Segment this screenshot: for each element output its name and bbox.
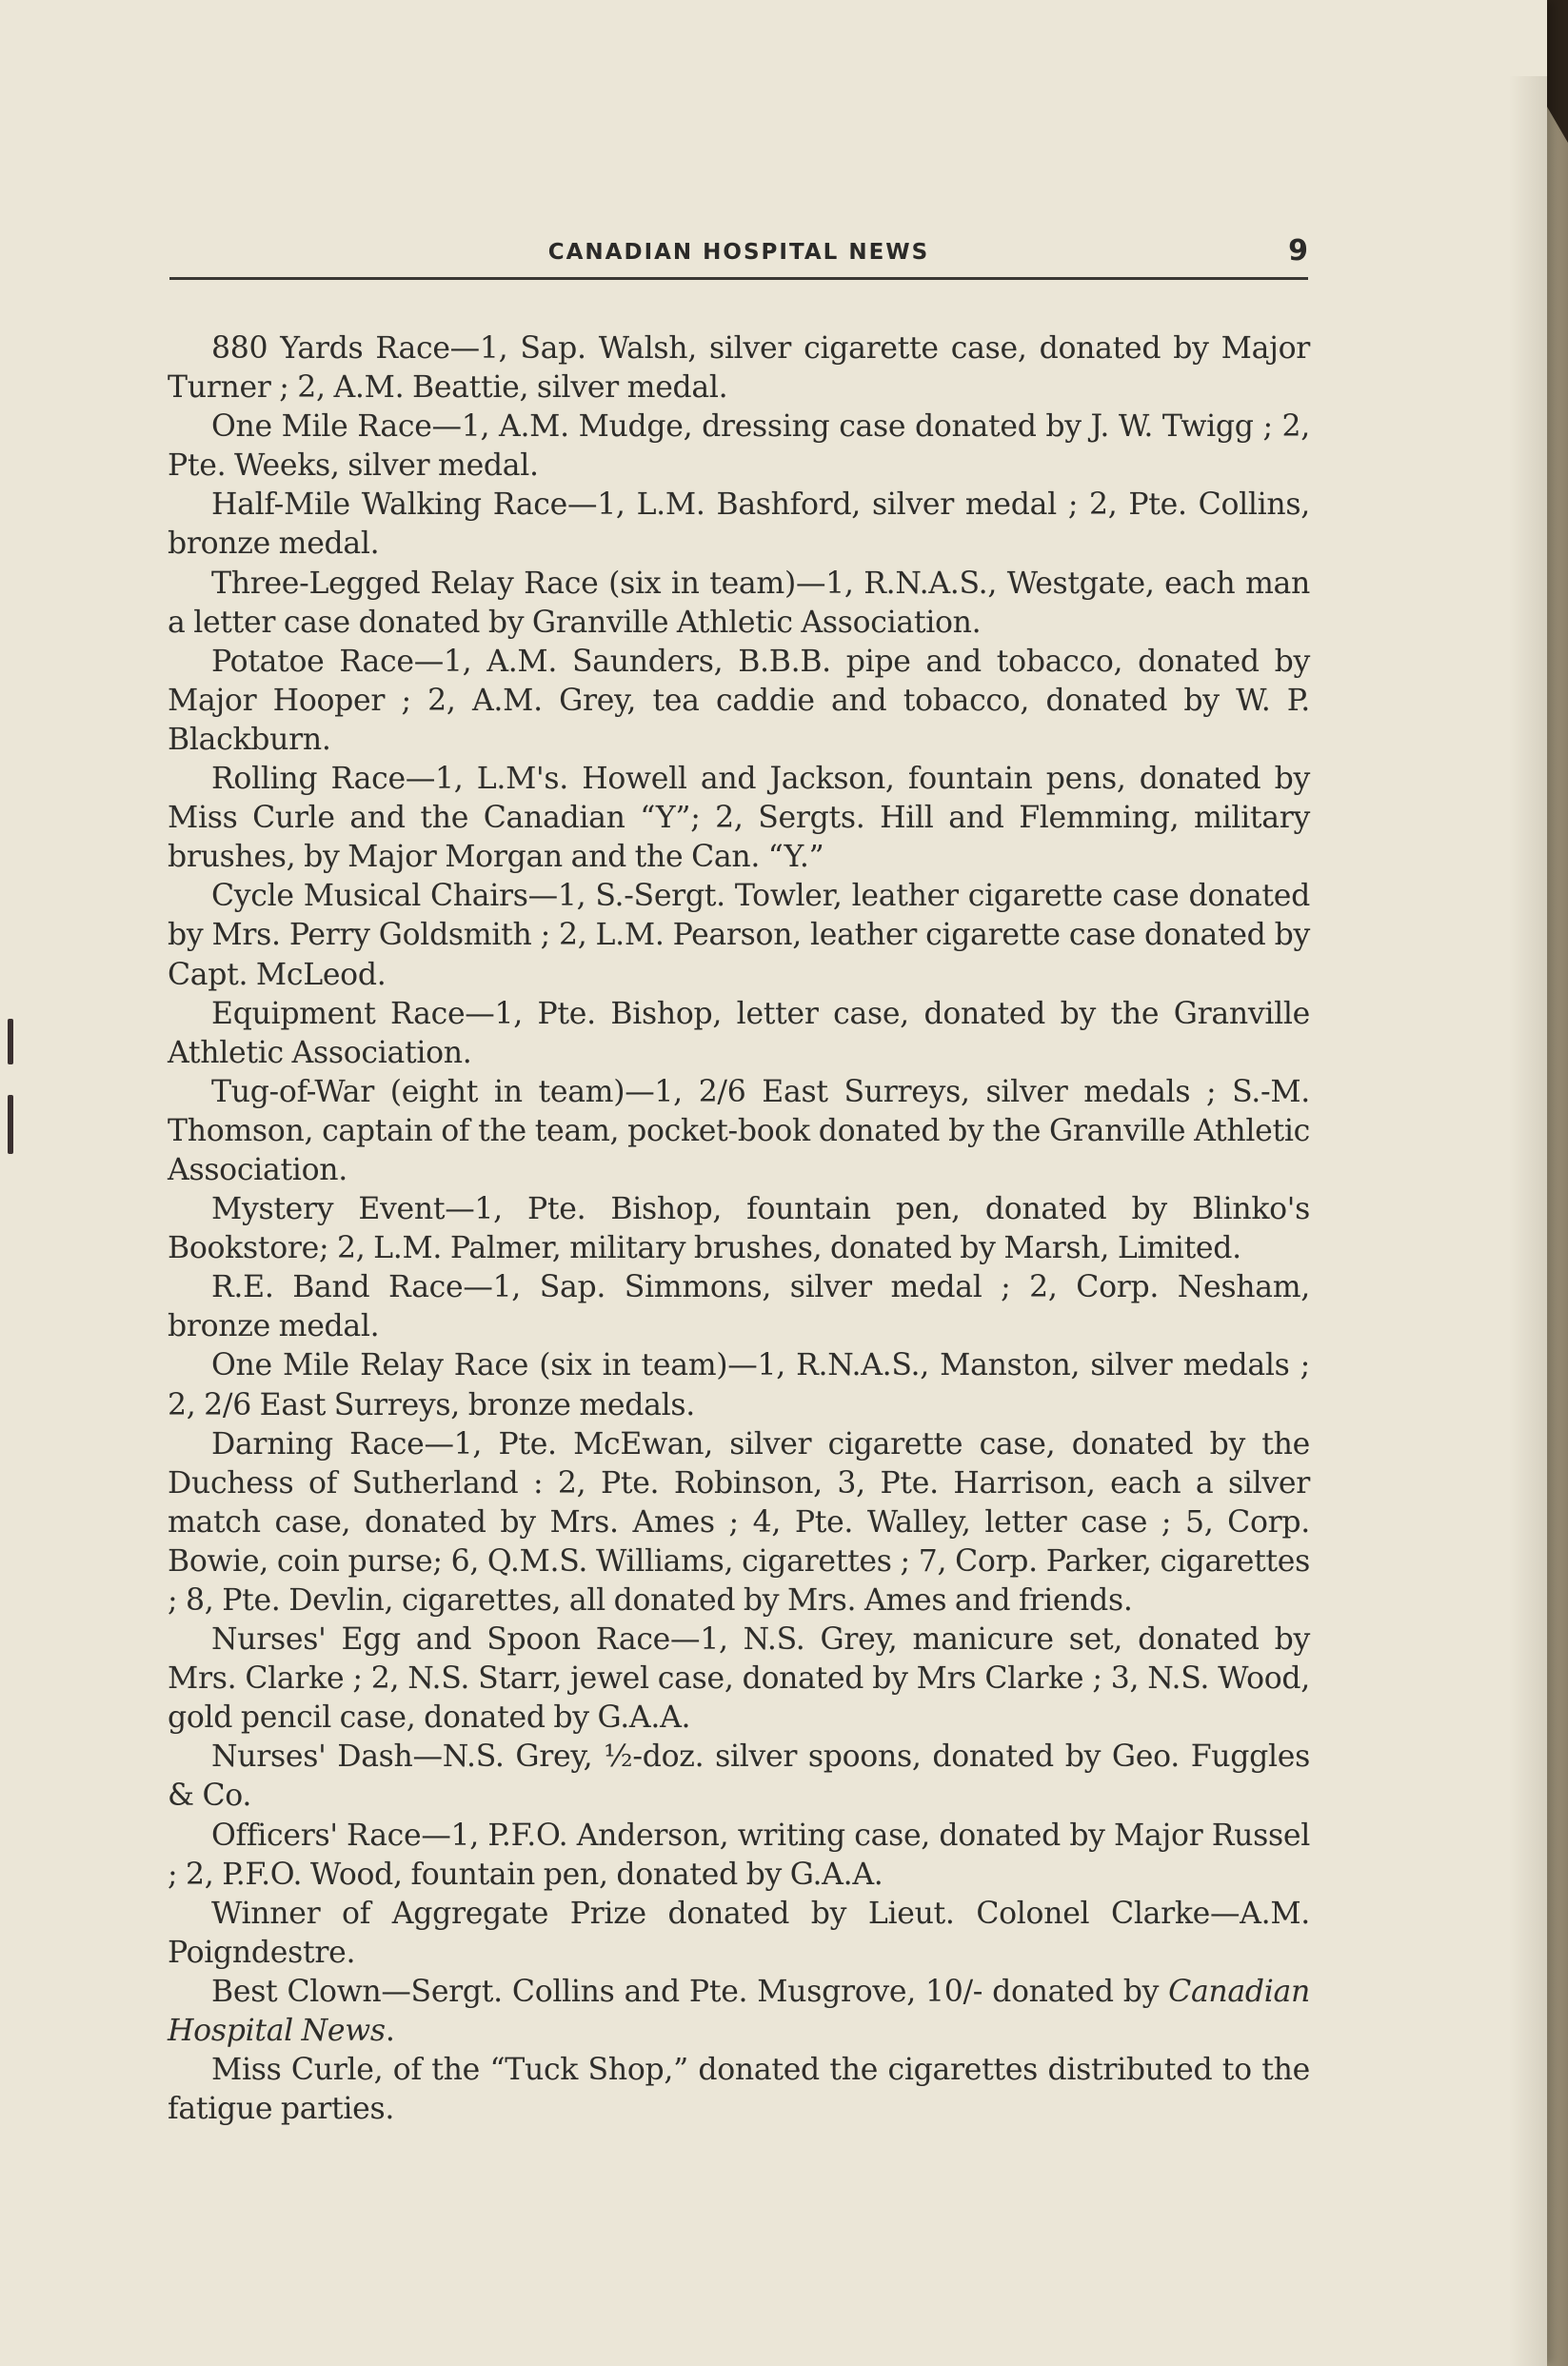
result-paragraph: Mystery Event—1, Pte. Bishop, fountain pen, donated by Blinko's Bookstore; 2, L.M. Palmer, military brushes, donated by Marsh, Limited. bbox=[168, 1192, 1310, 1266]
result-paragraph: Tug-of-War (eight in team)—1, 2/6 East Surreys, silver medals ; S.-M. Thomson, captain of the team, pocket-book donated by the Granville Athletic Association. bbox=[168, 1074, 1310, 1187]
result-paragraph: Potatoe Race—1, A.M. Saunders, B.B.B. pipe and tobacco, donated by Major Hooper ; 2, A.M. Grey, tea caddie and tobacco, donated by W. P. Blackburn. bbox=[168, 644, 1310, 757]
header-rule bbox=[169, 277, 1308, 280]
result-paragraph: Cycle Musical Chairs—1, S.-Sergt. Towler, leather cigarette case donated by Mrs. Perry Goldsmith ; 2, L.M. Pearson, leather cigarette case donated by Capt. McLeod. bbox=[168, 879, 1310, 992]
running-title: CANADIAN HOSPITAL NEWS bbox=[547, 240, 930, 265]
result-paragraph: One Mile Race—1, A.M. Mudge, dressing case donated by J. W. Twigg ; 2, Pte. Weeks, silver medal. bbox=[168, 409, 1310, 484]
result-paragraph: Winner of Aggregate Prize donated by Lieut. Colonel Clarke—A.M. Poigndestre. bbox=[168, 1896, 1310, 1970]
result-paragraph: Rolling Race—1, L.M's. Howell and Jackson, fountain pens, donated by Miss Curle and the Canadian “Y”; 2, Sergts. Hill and Flemming, military brushes, by Major Morgan and the Can. “Y.” bbox=[168, 762, 1310, 875]
result-paragraph: Nurses' Dash—N.S. Grey, ½-doz. silver spoons, donated by Geo. Fuggles & Co. bbox=[168, 1740, 1310, 1814]
page-header bbox=[169, 232, 1308, 280]
best-clown-text: Best Clown—Sergt. Collins and Pte. Musgrove, 10/- donated by bbox=[211, 1974, 1169, 2009]
best-clown-end: . bbox=[385, 2014, 395, 2049]
result-paragraph: Equipment Race—1, Pte. Bishop, letter case, donated by the Granville Athletic Association. bbox=[168, 996, 1310, 1070]
binding-mark bbox=[8, 1019, 13, 1064]
result-paragraph: 880 Yards Race—1, Sap. Walsh, silver cigarette case, donated by Major Turner ; 2, A.M. Beattie, silver medal. bbox=[168, 331, 1310, 406]
result-paragraph: Darning Race—1, Pte. McEwan, silver cigarette case, donated by the Duchess of Sutherland : 2, Pte. Robinson, 3, Pte. Harrison, each a silver match case, donated by Mrs. Ames ; 4, Pte. Walley, letter case ; 5, Corp. Bowie, coin purse; 6, Q.M.S. Williams, cigarettes ; 7, Corp. Parker, cigarettes ; 8, Pte. Devlin, cigarettes, all donated by Mrs. Ames and friends. bbox=[168, 1426, 1310, 1618]
article-body bbox=[168, 329, 1310, 2129]
binding-mark bbox=[8, 1095, 13, 1154]
result-paragraph: One Mile Relay Race (six in team)—1, R.N.A.S., Manston, silver medals ; 2, 2/6 East Surreys, bronze medals. bbox=[168, 1348, 1310, 1422]
result-paragraph: Three-Legged Relay Race (six in team)—1, R.N.A.S., Westgate, each man a letter case donated by Granville Athletic Association. bbox=[168, 566, 1310, 640]
result-paragraph: Officers' Race—1, P.F.O. Anderson, writing case, donated by Major Russel ; 2, P.F.O. Wood, fountain pen, donated by G.A.A. bbox=[168, 1818, 1310, 1892]
result-paragraph: Half-Mile Walking Race—1, L.M. Bashford, silver medal ; 2, Pte. Collins, bronze medal. bbox=[168, 487, 1310, 562]
page-edge-shading bbox=[1509, 76, 1547, 2366]
page-number: 9 bbox=[1288, 234, 1308, 268]
result-paragraph: R.E. Band Race—1, Sap. Simmons, silver medal ; 2, Corp. Nesham, bronze medal. bbox=[168, 1270, 1310, 1344]
closing-paragraph: Miss Curle, of the “Tuck Shop,” donated the cigarettes distributed to the fatigue parties. bbox=[168, 2053, 1310, 2127]
best-clown-paragraph bbox=[168, 1973, 1310, 2051]
result-paragraph: Nurses' Egg and Spoon Race—1, N.S. Grey, manicure set, donated by Mrs. Clarke ; 2, N.S. Starr, jewel case, donated by Mrs Clarke ; 3, N.S. Wood, gold pencil case, donated by G.A.A. bbox=[168, 1622, 1310, 1736]
publication-name: Canadian Hospital News bbox=[168, 1974, 1310, 2049]
